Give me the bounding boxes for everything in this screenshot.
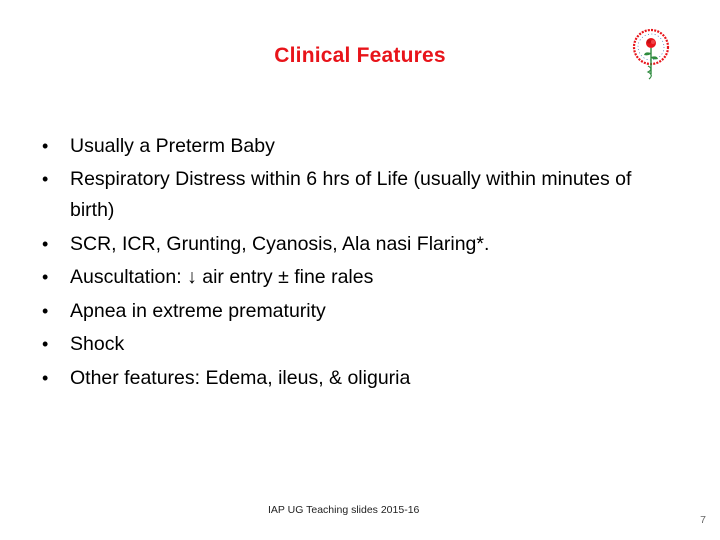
page-number: 7 xyxy=(700,514,706,526)
bullet-item-shock xyxy=(42,328,662,362)
bullet-item-apnea xyxy=(42,295,662,329)
bullet-dot: • xyxy=(42,300,49,321)
bullet-text: Shock xyxy=(70,333,125,355)
bullet-text: SCR, ICR, Grunting, Cyanosis, Ala nasi Flaring*. xyxy=(70,232,490,255)
bullet-dot: • xyxy=(42,233,49,254)
slide-title: Clinical Features xyxy=(274,44,446,67)
bullet-item-signs xyxy=(42,228,662,262)
bullet-text: Auscultation: ↓ air entry ± fine rales xyxy=(70,266,374,288)
bullet-dot: • xyxy=(42,267,49,287)
bullet-item-other-features xyxy=(42,362,662,396)
slide-footer: IAP UG Teaching slides 2015-16 xyxy=(268,504,420,516)
bullet-dot: • xyxy=(42,367,49,388)
bullet-list xyxy=(42,130,662,395)
bullet-dot: • xyxy=(42,136,49,156)
bullet-text: Apnea in extreme prematurity xyxy=(70,299,326,322)
bullet-text: Respiratory Distress within 6 hrs of Life (usually within minutes of birth) xyxy=(70,167,632,221)
bullet-dot: • xyxy=(42,334,49,354)
bullet-text: Usually a Preterm Baby xyxy=(70,135,275,157)
bullet-text: Other features: Edema, ileus, & oliguria xyxy=(70,366,411,389)
iap-logo-icon xyxy=(630,26,672,86)
bullet-dot: • xyxy=(42,168,49,189)
bullet-item-auscultation xyxy=(42,261,662,295)
bullet-item-respiratory-distress xyxy=(42,164,662,226)
bullet-item-preterm xyxy=(42,130,662,164)
